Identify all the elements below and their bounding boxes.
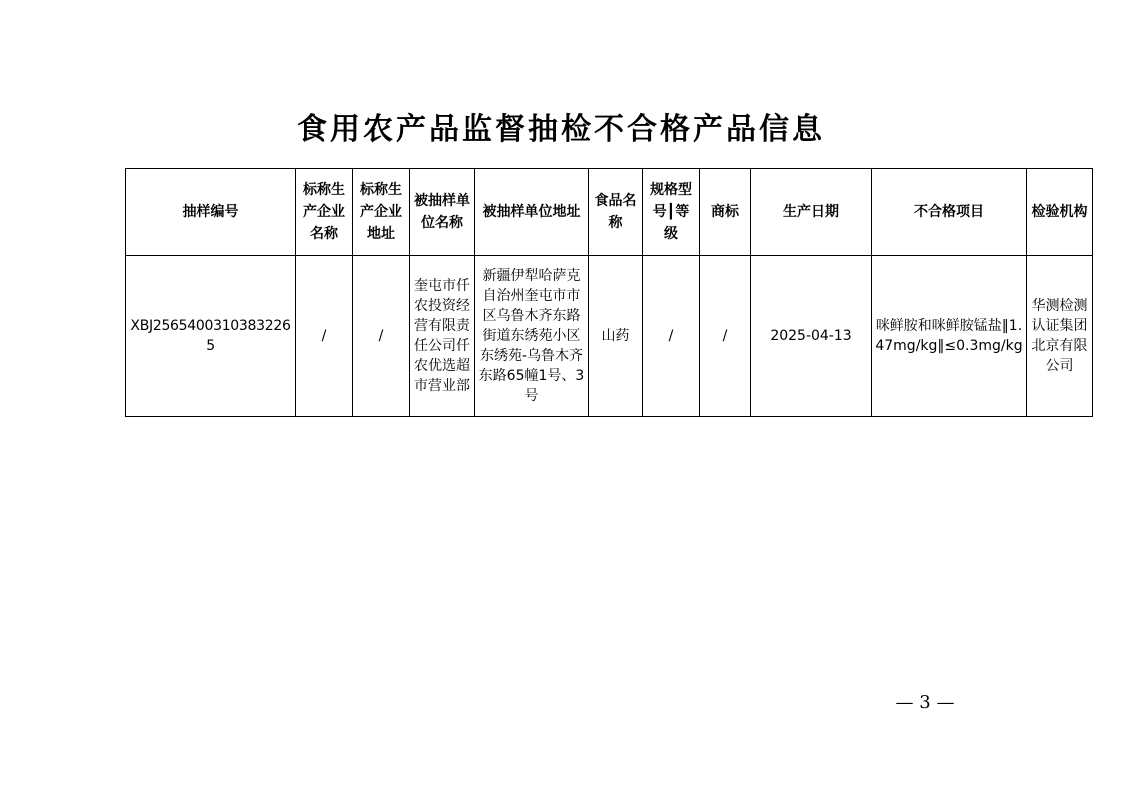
cell-manufacturer-address: / [353,256,410,417]
header-manufacturer-name: 标称生产企业名称 [296,169,353,256]
header-sampled-unit-address: 被抽样单位地址 [475,169,589,256]
cell-brand: / [700,256,751,417]
cell-sample-no: XBJ25654003103832265 [126,256,296,417]
document-title: 食用农产品监督抽检不合格产品信息 [297,112,825,147]
cell-manufacturer-name: / [296,256,353,417]
header-spec-grade: 规格型号┃等级 [643,169,700,256]
header-manufacturer-address: 标称生产企业地址 [353,169,410,256]
header-production-date: 生产日期 [751,169,872,256]
cell-nonconforming-items: 咪鲜胺和咪鲜胺锰盐‖1.47mg/kg‖≤0.3mg/kg [872,256,1027,417]
header-food-name: 食品名称 [589,169,643,256]
header-inspection-agency: 检验机构 [1027,169,1093,256]
header-nonconforming-items: 不合格项目 [872,169,1027,256]
header-sampled-unit-name: 被抽样单位名称 [410,169,475,256]
cell-spec-grade: / [643,256,700,417]
cell-sampled-unit-address: 新疆伊犁哈萨克自治州奎屯市市区乌鲁木齐东路街道东绣苑小区东绣苑-乌鲁木齐东路65幢1号、3号 [475,256,589,417]
header-sample-no: 抽样编号 [126,169,296,256]
nonconforming-products-table [125,168,1093,417]
cell-food-name: 山药 [589,256,643,417]
page-number: — 3 — [895,692,955,713]
header-brand: 商标 [700,169,751,256]
cell-inspection-agency: 华测检测认证集团北京有限公司 [1027,256,1093,417]
cell-sampled-unit-name: 奎屯市仟农投资经营有限责任公司仟农优选超市营业部 [410,256,475,417]
table-header-row [126,169,1093,256]
cell-production-date: 2025-04-13 [751,256,872,417]
table-row [126,256,1093,417]
